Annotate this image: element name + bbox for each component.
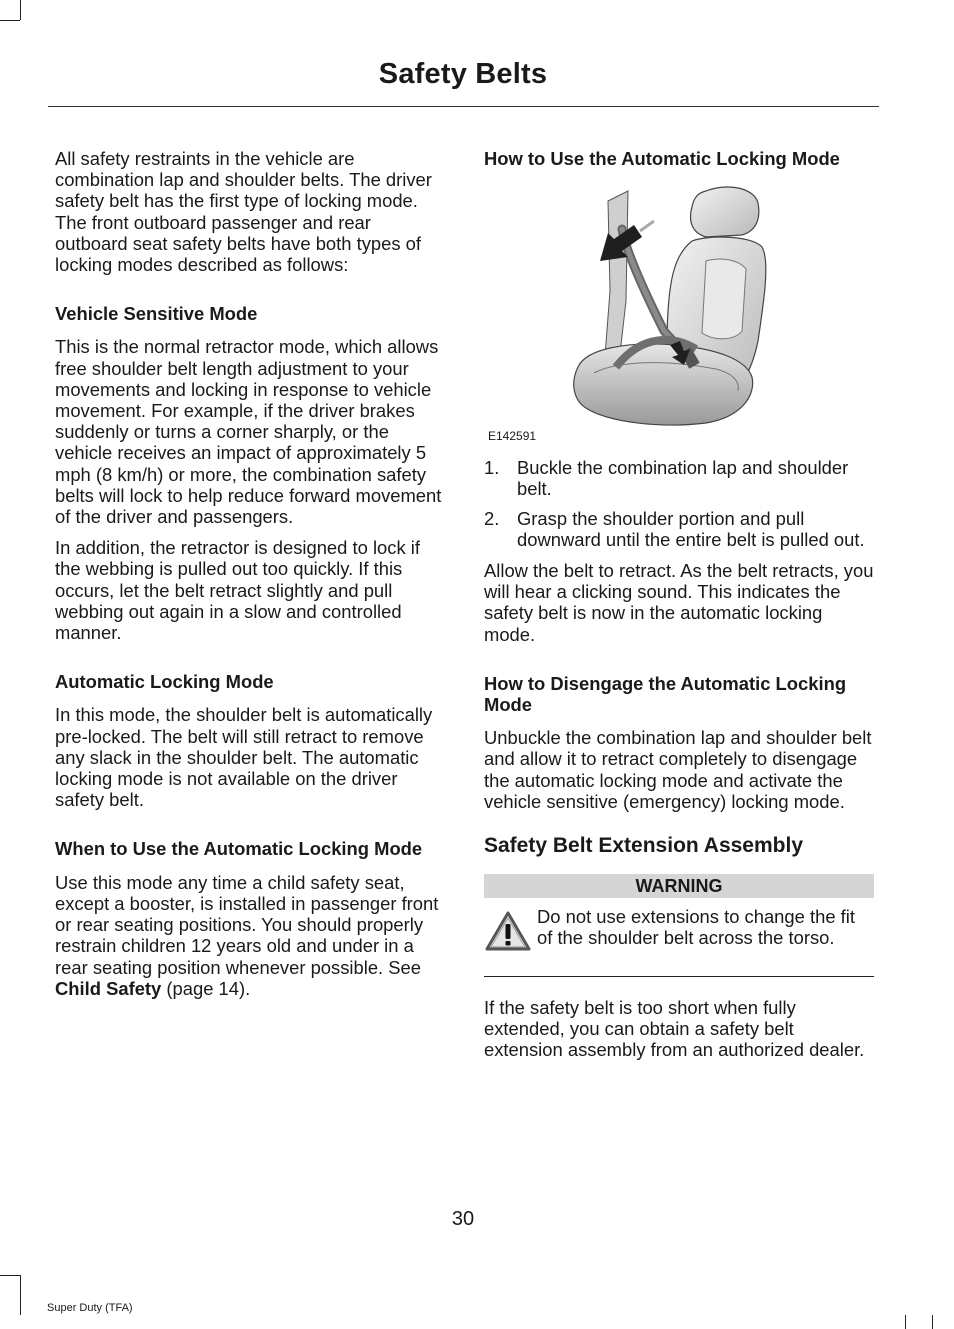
right-column <box>484 148 874 1071</box>
when-to-use-paragraph <box>55 872 445 999</box>
step-text: Buckle the combination lap and shoulder belt. <box>517 457 849 500</box>
page-reference: (page 14). <box>161 977 251 999</box>
crop-mark <box>0 20 20 21</box>
how-to-use-heading: How to Use the Automatic Locking Mode <box>484 148 840 169</box>
disengage-heading: How to Disengage the Automatic Locking Mode <box>484 672 847 716</box>
crop-mark <box>20 1275 21 1315</box>
page-title: Safety Belts <box>378 58 548 90</box>
figure-code: E142591 <box>488 429 537 444</box>
extension-paragraph: If the safety belt is too short when fully extended, you can obtain a safety belt extension assembly from an authorized dealer. <box>484 997 865 1061</box>
warning-banner: WARNING <box>484 874 874 898</box>
list-item <box>484 457 874 499</box>
retractor-paragraph: In addition, the retractor is designed to lock if the webbing is pulled out too quickly. If this occurs, let the belt retract slightly and pull webbing out again in a slow and controlled manner. <box>55 537 420 644</box>
crop-mark <box>905 1315 906 1329</box>
instruction-steps <box>484 457 874 550</box>
warning-triangle-icon <box>484 910 532 952</box>
footer-model: Super Duty (TFA) <box>47 1302 133 1314</box>
when-to-use-heading: When to Use the Automatic Locking Mode <box>55 838 423 860</box>
vehicle-sensitive-mode-heading: Vehicle Sensitive Mode <box>55 303 258 325</box>
automatic-locking-mode-paragraph: In this mode, the shoulder belt is automatically pre-locked. The belt will still retract to remove any slack in the shoulder belt. The automatic locking mode is not available on the driver safety belt. <box>55 704 433 811</box>
crop-mark <box>932 1315 933 1329</box>
step-number: 2. <box>484 507 500 529</box>
step-number: 1. <box>484 457 500 479</box>
title-divider <box>48 106 879 107</box>
vehicle-sensitive-mode-paragraph: This is the normal retractor mode, which allows free shoulder belt length adjustment to your movements and locking in response to vehicle movement. For example, if the driver brakes suddenly or turns a corner sharply, or the vehicle receives an impact of approximately 5 mph (8 km/h) or more, the combination safety belts will lock to help reduce forward movement of the driver and passengers. <box>55 336 442 528</box>
page-number: 30 <box>451 1208 475 1230</box>
child-safety-link[interactable]: Child Safety <box>55 977 162 999</box>
seat-belt-figure <box>484 181 874 447</box>
retract-paragraph: Allow the belt to retract. As the belt retracts, you will hear a clicking sound. This indicates the safety belt is now in the automatic locking mode. <box>484 560 874 645</box>
step-text: Grasp the shoulder portion and pull downward until the entire belt is pulled out. <box>517 507 865 550</box>
crop-mark <box>20 0 21 20</box>
warning-divider <box>484 976 874 977</box>
warning-text: Do not use extensions to change the fit of the shoulder belt across the torso. <box>537 906 855 949</box>
left-column <box>55 148 445 1009</box>
warning-box <box>484 906 874 976</box>
when-to-use-text: Use this mode any time a child safety seat, except a booster, is installed in passenger front or rear seating positions. You should properly restrain children 12 years old and under in a rear seating position whenever possible. See <box>55 871 439 978</box>
intro-paragraph: All safety restraints in the vehicle are combination lap and shoulder belts. The driver safety belt has the first type of locking mode. The front outboard passenger and rear outboard seat safety belts have both types of locking modes described as follows: <box>55 148 432 276</box>
automatic-locking-mode-heading: Automatic Locking Mode <box>55 671 274 693</box>
extension-assembly-heading: Safety Belt Extension Assembly <box>484 834 803 858</box>
crop-mark <box>0 1275 20 1276</box>
disengage-paragraph: Unbuckle the combination lap and shoulder belt and allow it to retract completely to disengage the automatic locking mode and activate the vehicle sensitive (emergency) locking mode. <box>484 727 872 812</box>
seat-illustration <box>556 181 796 441</box>
list-item <box>484 508 874 550</box>
